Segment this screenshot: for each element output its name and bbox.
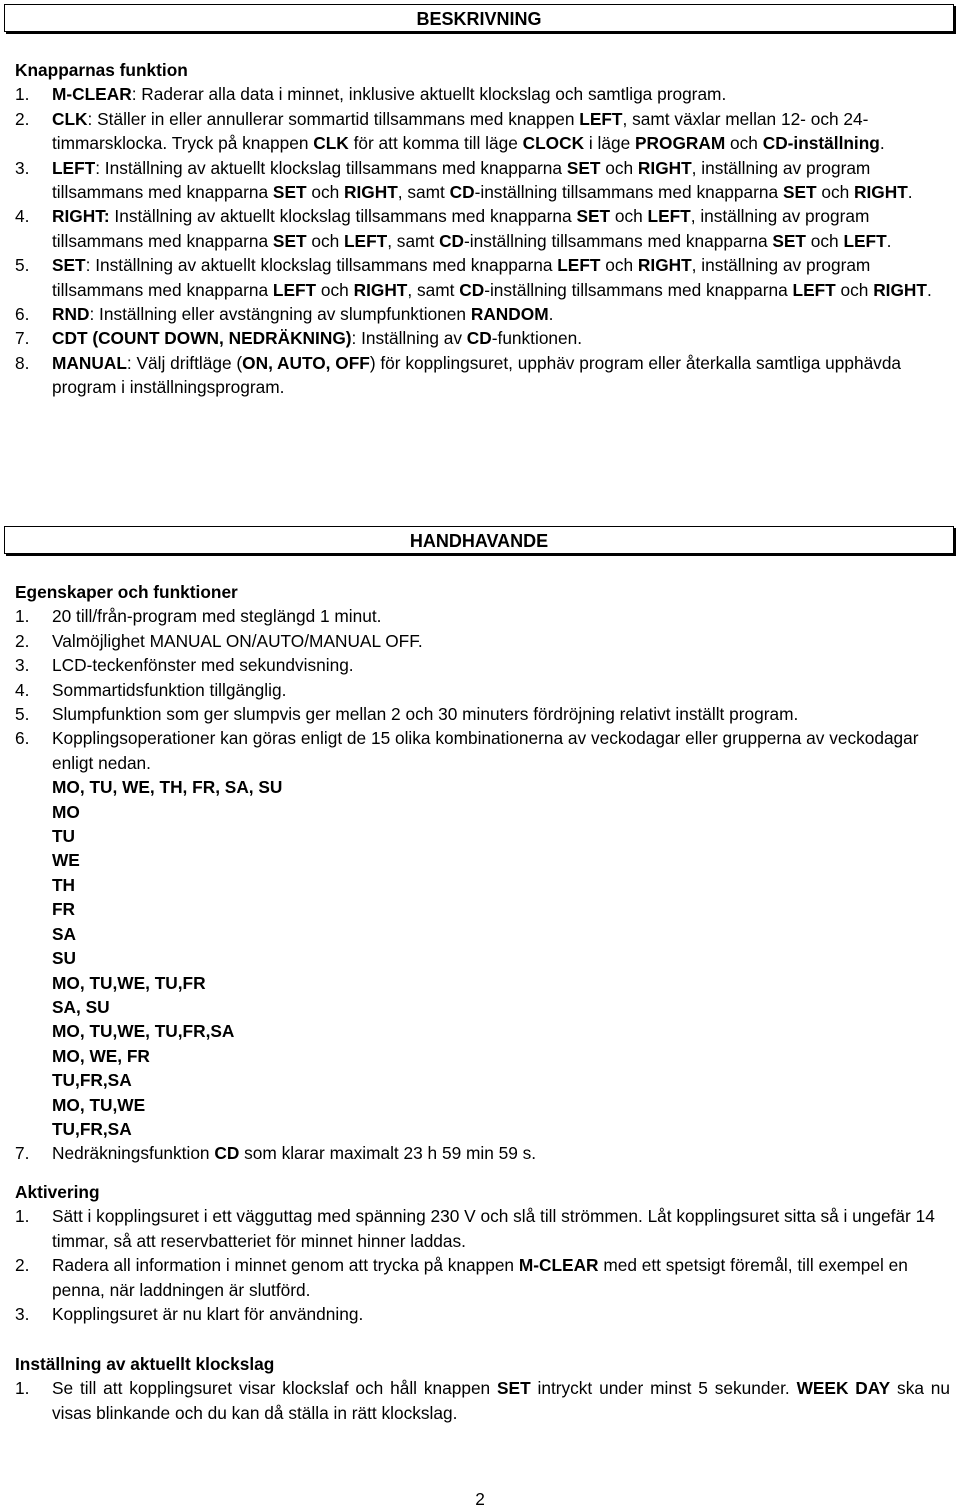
list-item: 2. Valmöjlighet MANUAL ON/AUTO/MANUAL OFF. [15,630,423,651]
weekday-combo: TU,FR,SA [52,1118,132,1139]
section-heading-handhavande: HANDHAVANDE [409,531,549,551]
weekday-combo: WE [52,850,80,871]
list-item: 3. Kopplingsuret är nu klart för användning. [15,1304,364,1325]
list-item: 3. LCD-teckenfönster med sekundvisning. [15,655,354,676]
list-item: 8. MANUAL: Välj driftläge (ON, AUTO, OFF) för kopplingsuret, upphäv program eller återkalla samtliga upphävda program i inställningsprogram. [15,352,902,398]
weekday-combo: MO, TU,WE [52,1094,146,1115]
weekday-combo: MO, TU,WE, TU,FR [52,972,206,993]
section-title: Knapparnas funktion [15,60,188,80]
section-knapparnas-funktion [15,58,950,400]
section-aktivering [15,1180,950,1326]
weekday-combinations [52,775,950,1141]
section-title: Inställning av aktuellt klockslag [15,1354,275,1374]
section-title: Aktivering [15,1182,100,1202]
list-item: 2. CLK: Ställer in eller annullerar sommartid tillsammans med knappen LEFT, samt växlar mellan 12- och 24-timmarsklocka. Tryck på knappen CLK för att komma till läge CLOCK i läge PROGRAM och CD-inställning. [15,108,885,154]
list-item: 1. Sätt i kopplingsuret i ett vägguttag med spänning 230 V och slå till strömmen. Låt kopplingsuret sitta så i ungefär 14 timmar, så att reservbatteriet för minnet hinner laddas. [15,1206,935,1251]
list-item: 6. RND: Inställning eller avstängning av slumpfunktionen RANDOM. [15,304,554,325]
weekday-combo: SA, SU [52,996,110,1017]
list-item: 1. M-CLEAR: Raderar alla data i minnet, inklusive aktuellt klockslag och samtliga program. [15,84,727,105]
weekday-combo: MO, TU, WE, TH, FR, SA, SU [52,777,283,798]
list-item: 1. 20 till/från-program med steglängd 1 minut. [15,606,382,627]
weekday-combo: MO [52,801,80,822]
weekday-combo: TU [52,826,76,847]
weekday-combo: MO, TU,WE, TU,FR,SA [52,1021,235,1042]
list-item: 4. RIGHT: Inställning av aktuellt klockslag tillsammans med knapparna SET och LEFT, inställning av program tillsammans med knapparna SET och LEFT, samt CD-inställning tillsammans med knapparna SET och LEFT. [15,206,892,251]
list-item: 6. Kopplingsoperationer kan göras enligt de 15 olika kombinationerna av veckodagar eller grupperna av veckodagar enligt nedan. MO, TU, WE, TH, FR, SA, SU MO TU WE TH FR SA SU MO, TU,WE, TU,FR SA, SU MO, TU,WE, TU,FR,SA MO, WE, FR TU,FR,SA MO, TU,WE TU,FR,SA [15,726,950,1141]
page-number: 2 [475,1489,485,1509]
section-title: Egenskaper och funktioner [15,582,238,602]
weekday-combo: TH [52,874,76,895]
weekday-combo: SA [52,923,77,944]
section-klockslag [15,1352,950,1425]
weekday-combo: MO, WE, FR [52,1045,150,1066]
section-heading-beskrivning: BESKRIVNING [416,9,542,29]
list-item: 7. CDT (COUNT DOWN, NEDRÄKNING): Inställning av CD-funktionen. [15,328,583,349]
header-box-beskrivning [4,4,954,32]
list-item: 1. Se till att kopplingsuret visar klockslaf och håll knappen SET intryckt under minst 5 sekunder. WEEK DAY ska nu visas blinkande och du kan då ställa in rätt klockslag. [15,1378,951,1423]
list-item: 2. Radera all information i minnet genom att trycka på knappen M-CLEAR med ett spetsigt föremål, till exempel en penna, när laddningen är slutförd. [15,1255,908,1300]
list-item: 7. Nedräkningsfunktion CD som klarar maximalt 23 h 59 min 59 s. [15,1143,537,1164]
weekday-combo: FR [52,899,76,920]
weekday-combo: TU,FR,SA [52,1070,132,1091]
header-box-handhavande [4,526,954,554]
list-item: 3. LEFT: Inställning av aktuellt klockslag tillsammans med knapparna SET och RIGHT, inställning av program tillsammans med knapparna SET och RIGHT, samt CD-inställning tillsammans med knapparna SET och RIGHT. [15,157,913,203]
weekday-combo: SU [52,948,77,969]
list-item: 5. Slumpfunktion som ger slumpvis ger mellan 2 och 30 minuters fördröjning relativt inställt program. [15,704,799,725]
list-item: 5. SET: Inställning av aktuellt klockslag tillsammans med knapparna LEFT och RIGHT, inställning av program tillsammans med knapparna LEFT och RIGHT, samt CD-inställning tillsammans med knapparna LEFT och RIGHT. [15,255,932,300]
list-item: 4. Sommartidsfunktion tillgänglig. [15,679,287,700]
section-egenskaper [15,580,950,1166]
